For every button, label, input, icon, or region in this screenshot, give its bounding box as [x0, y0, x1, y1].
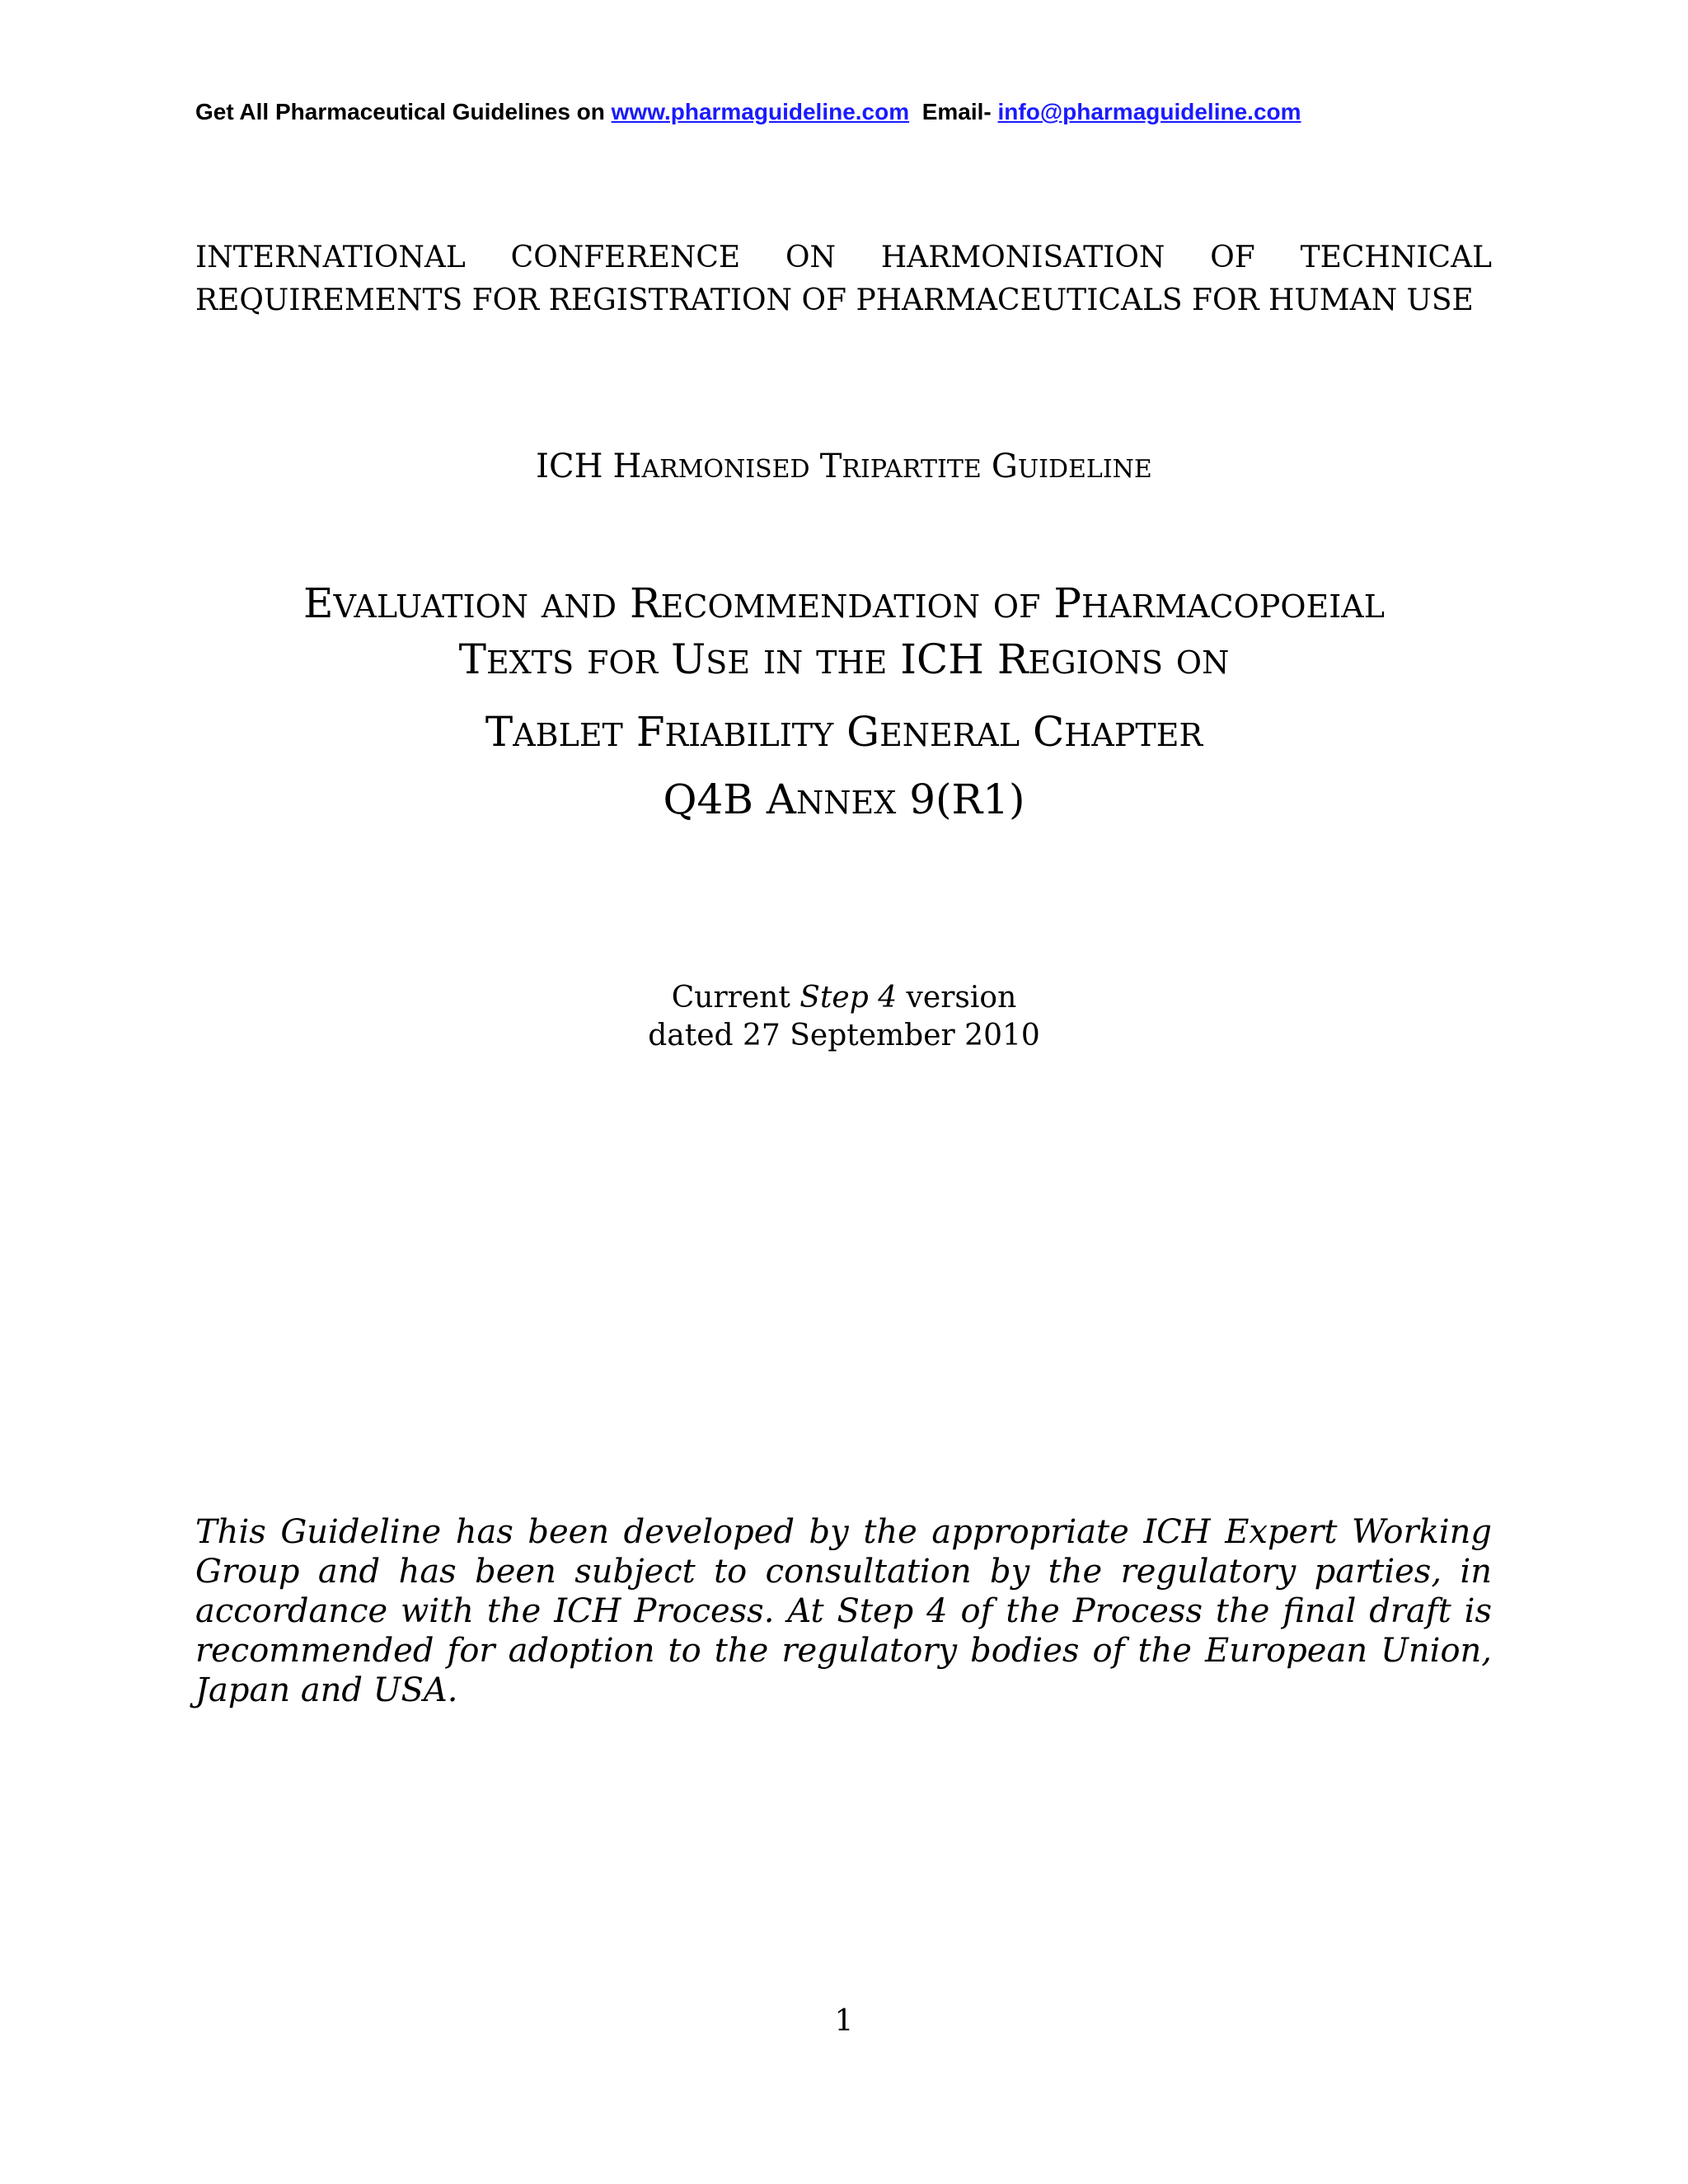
conference-line-2: REQUIREMENTS FOR REGISTRATION OF PHARMACEUTICALS FOR HUMAN USE	[195, 284, 1474, 317]
version-prefix: Current	[671, 981, 800, 1015]
page-header	[195, 97, 1514, 127]
title-line-1: EVALUATION AND RECOMMENDATION OF PHARMACOPOEIAL	[303, 579, 1385, 627]
disclaimer-paragraph: This Guideline has been developed by the appropriate ICH Expert Working Group and has been subject to consultation by the regulatory parties, in accordance with the ICH Process. At Step 4 of the Process the final draft is recommended for adoption to the regulatory bodies of the European Union, Japan and USA.	[195, 1513, 1492, 1709]
email-link[interactable]: info@pharmaguideline.com	[997, 99, 1301, 124]
document-title	[0, 577, 1688, 829]
page-number: 1	[834, 2004, 854, 2038]
version-line	[0, 979, 1688, 1017]
version-suffix: version	[897, 981, 1017, 1015]
title-line-3: TABLET FRIABILITY GENERAL CHAPTER	[485, 708, 1203, 756]
version-date: dated 27 September 2010	[648, 1019, 1040, 1052]
header-prefix: Get All Pharmaceutical Guidelines on	[195, 99, 612, 124]
website-link[interactable]: www.pharmaguideline.com	[611, 99, 910, 124]
version-info	[0, 979, 1688, 1055]
title-line-2: TEXTS FOR USE IN THE ICH REGIONS ON	[458, 635, 1230, 683]
email-label: Email-	[909, 99, 998, 124]
version-step: Step 4	[799, 981, 898, 1015]
conference-line-1: INTERNATIONAL CONFERENCE ON HARMONISATION OF TECHNICAL	[195, 241, 1492, 274]
title-line-4: Q4B ANNEX 9(R1)	[663, 776, 1025, 823]
guideline-type: ICH HARMONISED TRIPARTITE GUIDELINE	[536, 448, 1152, 485]
conference-heading	[195, 237, 1492, 322]
